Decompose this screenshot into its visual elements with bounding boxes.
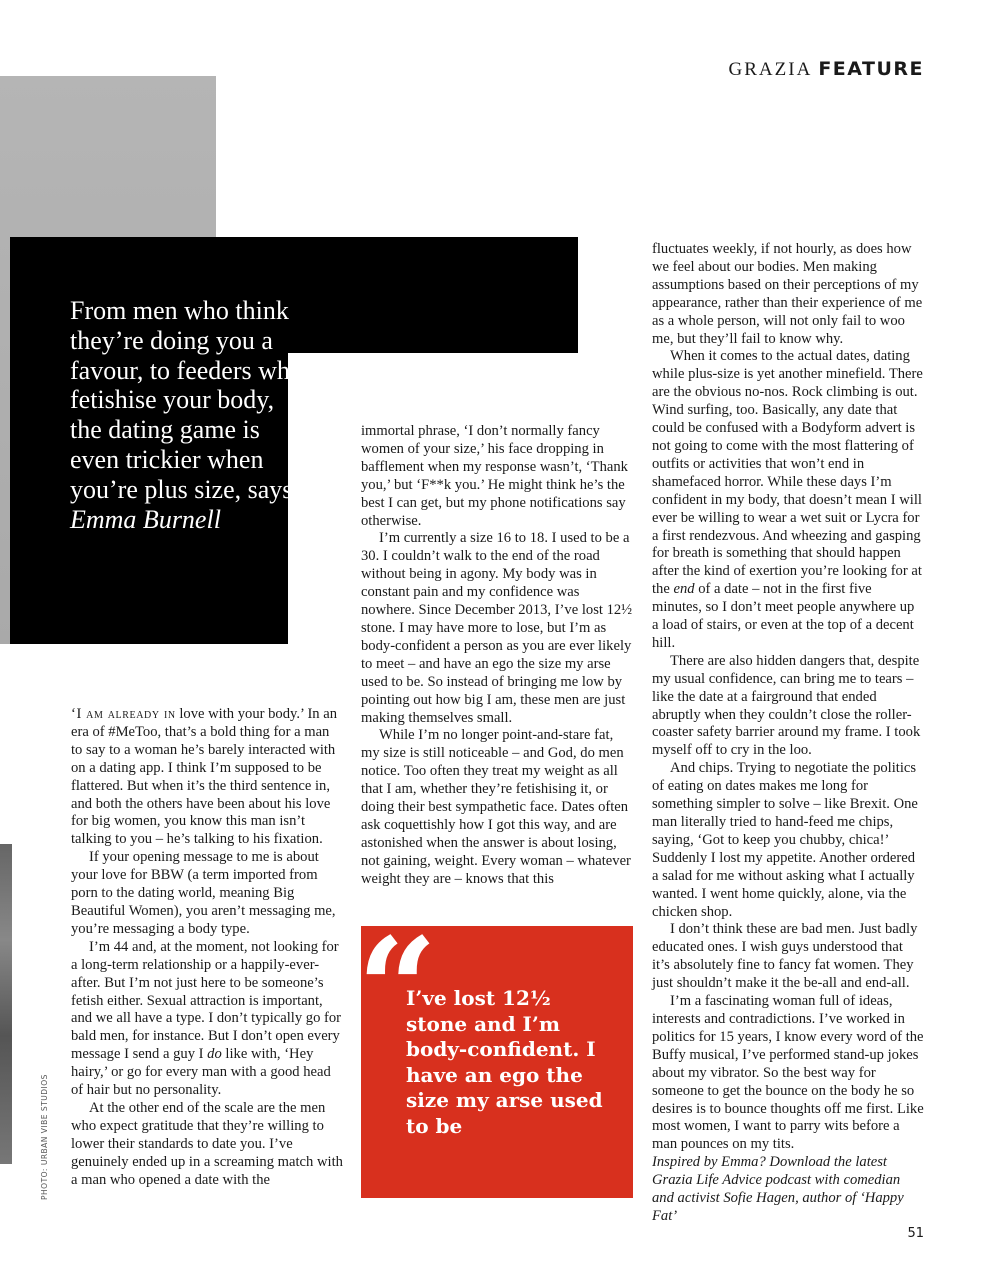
article-column-1 — [71, 706, 343, 1189]
podcast-note: Inspired by Emma? Download the latest Grazia Life Advice podcast with comedian and activist Sofie Hagen, author of ‘Happy Fat’ — [652, 1154, 904, 1224]
paragraph: While I’m no longer point-and-stare fat, my size is still noticeable – and God, do men notice. Too often they treat my weight as all that I am, whether they’re fetishising it, or doing their best sympathetic face. Dates often ask coquettishly how I got this way, and are astonished when the answer is about losing, not gaining, weight. Every woman – whatever weight they are – knows that this — [361, 727, 631, 887]
page-number: 51 — [907, 1226, 924, 1241]
lead-in: ‘I am already in — [71, 706, 176, 722]
magazine-brand: GRAZIA — [728, 59, 813, 80]
background-photo-strip — [0, 844, 12, 1164]
paragraph: I’m 44 and, at the moment, not looking for a long-term relationship or a happily-ever-after. But I’m not just here to be someone’s fetish either. Sexual attraction is important, and we all have a type. I don’t typically go for bald men, for instance. But I don’t open every message I send a guy I do like with, ‘Hey hairy,’ or go for every man with a good head of hair but no personality. — [71, 938, 342, 1099]
paragraph: I’m a fascinating woman full of ideas, interests and contradictions. I’ve worked in politics for 15 years, I know every word of the Buffy musical, I’ve performed stand-up jokes about my vibrator. So the best way for someone to get the bounce on the body he so desires is to bounce thoughts off me first. Like most women, I want to parry wits before a man pounces on my tits. — [652, 993, 924, 1153]
paragraph: When it comes to the actual dates, dating while plus-size is yet another minefield. There are the obvious no-nos. Rock climbing is out. Wind surfing, too. Basically, any date that could be confused with a Bodyform advert is not going to come with the most flattering of outfits or activities that won’t end in shamefaced horror. While these days I’m confident in my body, that doesn’t mean I will ever be willing to wear a wet suit or Lycra for a first rendezvous. And wheezing and gasping for breath is something that should happen after the kind of exertion you’re looking for at the end of a date – not in the first five minutes, so I don’t meet people anywhere up a load of stairs, or even at the top of a decent hill. — [652, 348, 923, 651]
photo-credit: PHOTO: URBAN VIBE STUDIOS — [40, 1074, 49, 1200]
paragraph: There are also hidden dangers that, despite my usual confidence, can bring me to tears – like the date at a fairground that ended abruptly when they couldn’t close the roller-coaster safety barrier around my frame. I took myself off to cry in the loo. — [652, 652, 921, 759]
paragraph: At the other end of the scale are the men who expect gratitude that they’re willing to lower their standards to date you. I’ve genuinely ended up in a screaming match with a man who opened a date with the — [71, 1099, 343, 1188]
paragraph: And chips. Trying to negotiate the politics of eating on dates makes me long for something simpler to solve – like Brexit. One man literally tried to hand-feed me chips, saying, ‘Got to keep you chubby, chica!’ Suddenly I lost my appetite. Another ordered a salad for me without asking what I actually wanted. I went home quickly, alone, via the chicken shop. — [652, 760, 918, 920]
standfirst — [70, 296, 310, 534]
pull-quote-text: I’ve lost 12½ stone and I’m body-confident. I have an ego the size my arse used to be — [406, 986, 603, 1138]
paragraph: immortal phrase, ‘I don’t normally fancy women of your size,’ his face dropping in bafflement when my response wasn’t, ‘Thank you,’ but ‘F**k you.’ He might think he’s the best I can get, but my phone notifications say otherwise. — [361, 423, 628, 529]
paragraph: I don’t think these are bad men. Just badly educated ones. I wish guys understood that it’s absolutely fine to fancy fat women. They just shouldn’t make it the be-all and end-all. — [652, 921, 918, 992]
page-header — [729, 58, 924, 81]
article-column-3 — [652, 241, 924, 1226]
paragraph: ‘I am already in love with your body.’ In an era of #MeToo, that’s a bold thing for a man to say to a woman he’s barely interacted with on a dating app. I think I’m supposed to be flattered. But when it’s the third sentence in, and both the others have been about his love for big women, you know this man isn’t talking to you – he’s talking to his fixation. — [71, 706, 338, 848]
quote-marks-icon: “ — [357, 908, 438, 1072]
article-column-2 — [361, 423, 633, 889]
standfirst-text: From men who think they’re doing you a favour, to feeders who fetishise your body, the dating game is even trickier when you’re plus size, says — [70, 296, 303, 504]
section-label: FEATURE — [818, 58, 924, 80]
standfirst-author: Emma Burnell — [70, 504, 221, 534]
paragraph: I’m currently a size 16 to 18. I used to be a 30. I couldn’t walk to the end of the road without being in agony. My body was in constant pain and my confidence was nowhere. Since December 2013, I’ve lost 12½ stone. I may have more to lose, but I’m as body-confident a person as you are ever likely to meet – and have an ego the size my arse used to be. So instead of bringing me low by pointing out how big I am, these men are just making themselves small. — [361, 530, 633, 726]
pull-quote — [357, 908, 633, 1198]
paragraph: fluctuates weekly, if not hourly, as does how we feel about our bodies. Men making assumptions based on their perceptions of my appearance, rather than their experience of me as a whole person, will not only fail to woo me, but they’ll fail to know why. — [652, 241, 923, 347]
paragraph: If your opening message to me is about your love for BBW (a term imported from porn to the dating world, meaning Big Beautiful Women), you aren’t messaging me, you’re messaging a body type. — [71, 849, 336, 937]
